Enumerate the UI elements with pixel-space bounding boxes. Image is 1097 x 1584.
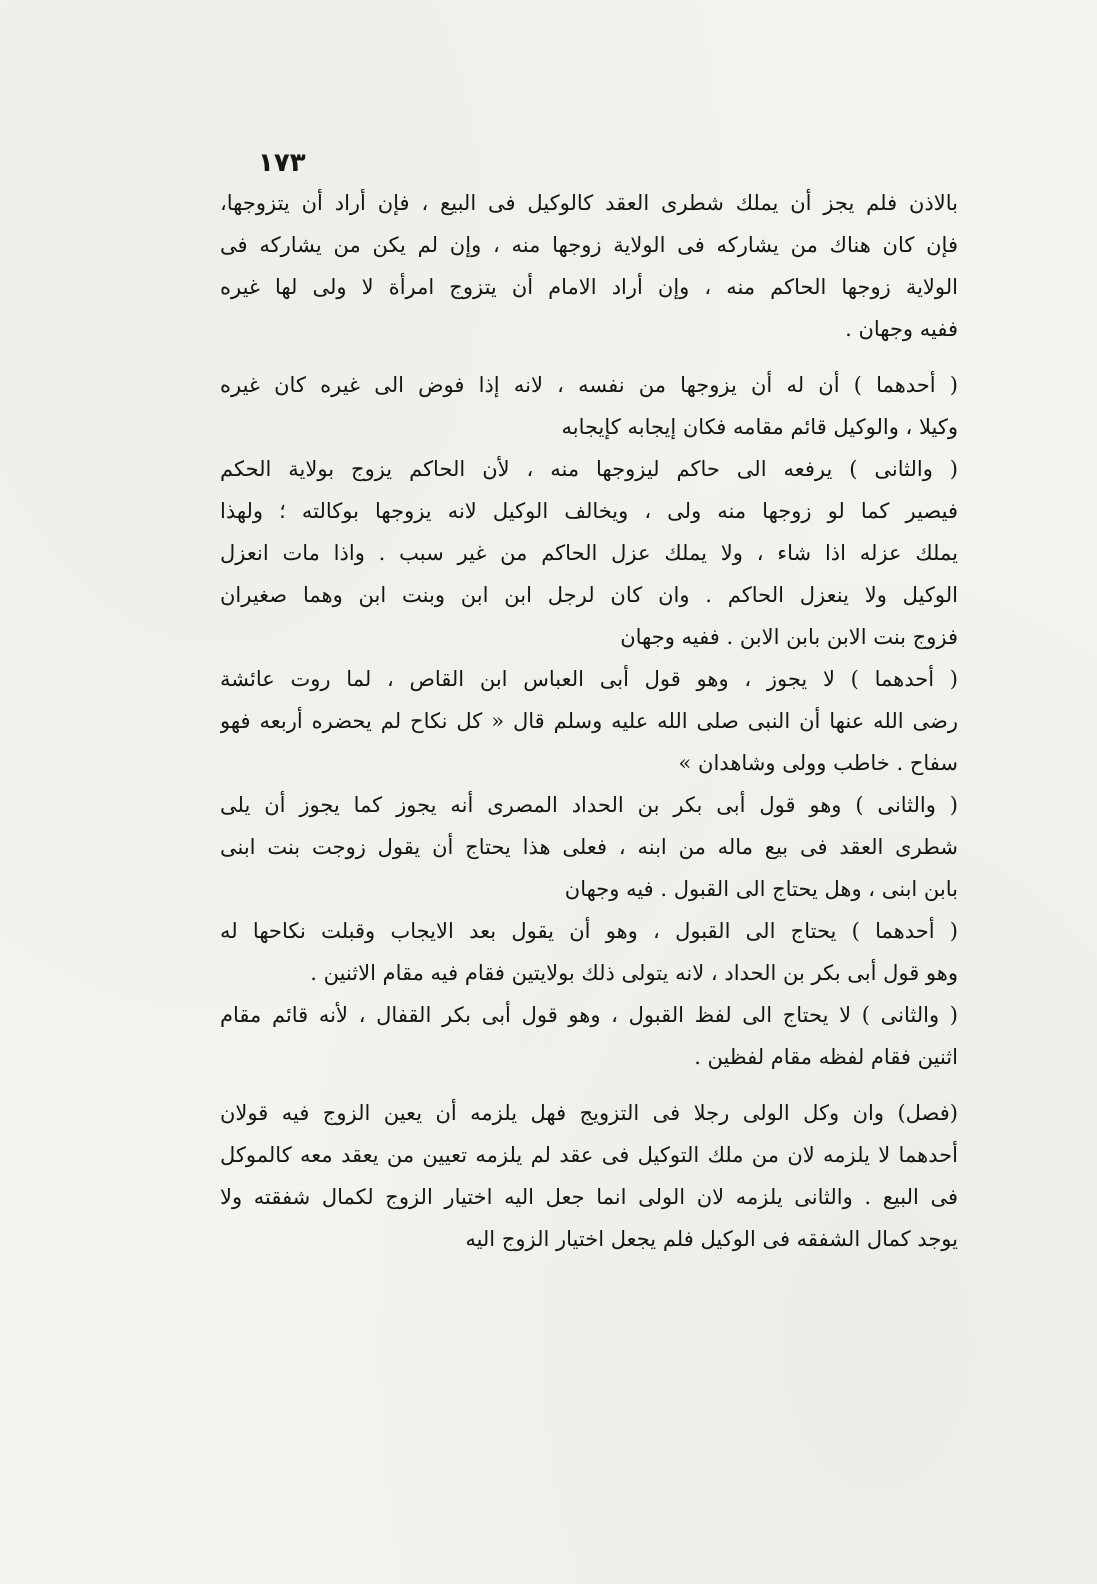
text-line: سفاح . خاطب وولى وشاهدان »	[678, 751, 958, 775]
text-line: بالاذن فلم يجز أن يملك شطرى العقد كالوكيل فى البيع ، فإن أراد أن يتزوجها،	[220, 191, 958, 215]
text-line: وكيلا ، والوكيل قائم مقامه فكان إيجابه كإيجابه	[561, 415, 958, 439]
body-text	[220, 182, 958, 1260]
text-line: فإن كان هناك من يشاركه فى الولاية زوجها منه ، وإن لم يكن من يشاركه فى	[220, 233, 958, 257]
paragraph	[220, 1092, 958, 1260]
text-line: ( والثانى ) لا يحتاج الى لفظ القبول ، وهو قول أبى بكر القفال ، لأنه قائم مقام	[220, 1003, 958, 1027]
text-line: وهو قول أبى بكر بن الحداد ، لانه يتولى ذلك بولايتين فقام فيه مقام الاثنين .	[310, 961, 958, 985]
text-line: اثنين فقام لفظه مقام لفظين .	[694, 1045, 958, 1069]
paragraph	[220, 994, 958, 1078]
text-line: ( أحدهما ) يحتاج الى القبول ، وهو أن يقول بعد الايجاب وقبلت نكاحها له	[220, 919, 958, 943]
text-line: فيصير كما لو زوجها منه ولى ، ويخالف الوكيل لانه يزوجها بوكالته ؛ ولهذا	[220, 499, 958, 523]
paragraph	[220, 658, 958, 784]
text-line: ( أحدهما ) لا يجوز ، وهو قول أبى العباس ابن القاص ، لما روت عائشة	[220, 667, 958, 691]
text-line: بابن ابنى ، وهل يحتاج الى القبول . فيه وجهان	[564, 877, 958, 901]
text-line: ( والثانى ) وهو قول أبى بكر بن الحداد المصرى أنه يجوز كما يجوز أن يلى	[220, 793, 958, 817]
text-line: الولاية زوجها الحاكم منه ، وإن أراد الامام أن يتزوج امرأة لا ولى لها غيره	[220, 275, 958, 299]
text-line: أحدهما لا يلزمه لان من ملك التوكيل فى عقد لم يلزمه تعيين من يعقد معه كالموكل	[220, 1143, 958, 1167]
text-line: الوكيل ولا ينعزل الحاكم . وان كان لرجل ابن ابن وبنت ابن وهما صغيران	[220, 583, 958, 607]
text-line: فى البيع . والثانى يلزمه لان الولى انما جعل اليه اختيار الزوج لكمال شفقته ولا	[220, 1185, 958, 1209]
text-line: رضى الله عنها أن النبى صلى الله عليه وسلم قال « كل نكاح لم يحضره أربعه فهو	[220, 709, 958, 733]
text-line: يوجد كمال الشفقه فى الوكيل فلم يجعل اختيار الزوج اليه	[465, 1227, 958, 1251]
text-line: ففيه وجهان .	[845, 317, 958, 341]
text-line: (فصل) وان وكل الولى رجلا فى التزويج فهل يلزمه أن يعين الزوج فيه قولان	[220, 1101, 958, 1125]
paragraph	[220, 182, 958, 350]
paragraph	[220, 448, 958, 658]
paragraph	[220, 364, 958, 448]
text-line: يملك عزله اذا شاء ، ولا يملك عزل الحاكم من غير سبب . واذا مات انعزل	[220, 541, 958, 565]
text-line: ( والثانى ) يرفعه الى حاكم ليزوجها منه ، لأن الحاكم يزوج بولاية الحكم	[220, 457, 958, 481]
text-line: شطرى العقد فى بيع ماله من ابنه ، فعلى هذا يحتاج أن يقول زوجت بنت ابنى	[220, 835, 958, 859]
text-line: ( أحدهما ) أن له أن يزوجها من نفسه ، لانه إذا فوض الى غيره كان غيره	[220, 373, 958, 397]
paragraph-gap	[220, 350, 958, 364]
paragraph	[220, 784, 958, 910]
page-number: ١٧٣	[258, 148, 306, 178]
paragraph	[220, 910, 958, 994]
text-line: فزوج بنت الابن بابن الابن . ففيه وجهان	[620, 625, 958, 649]
paragraph-gap	[220, 1078, 958, 1092]
